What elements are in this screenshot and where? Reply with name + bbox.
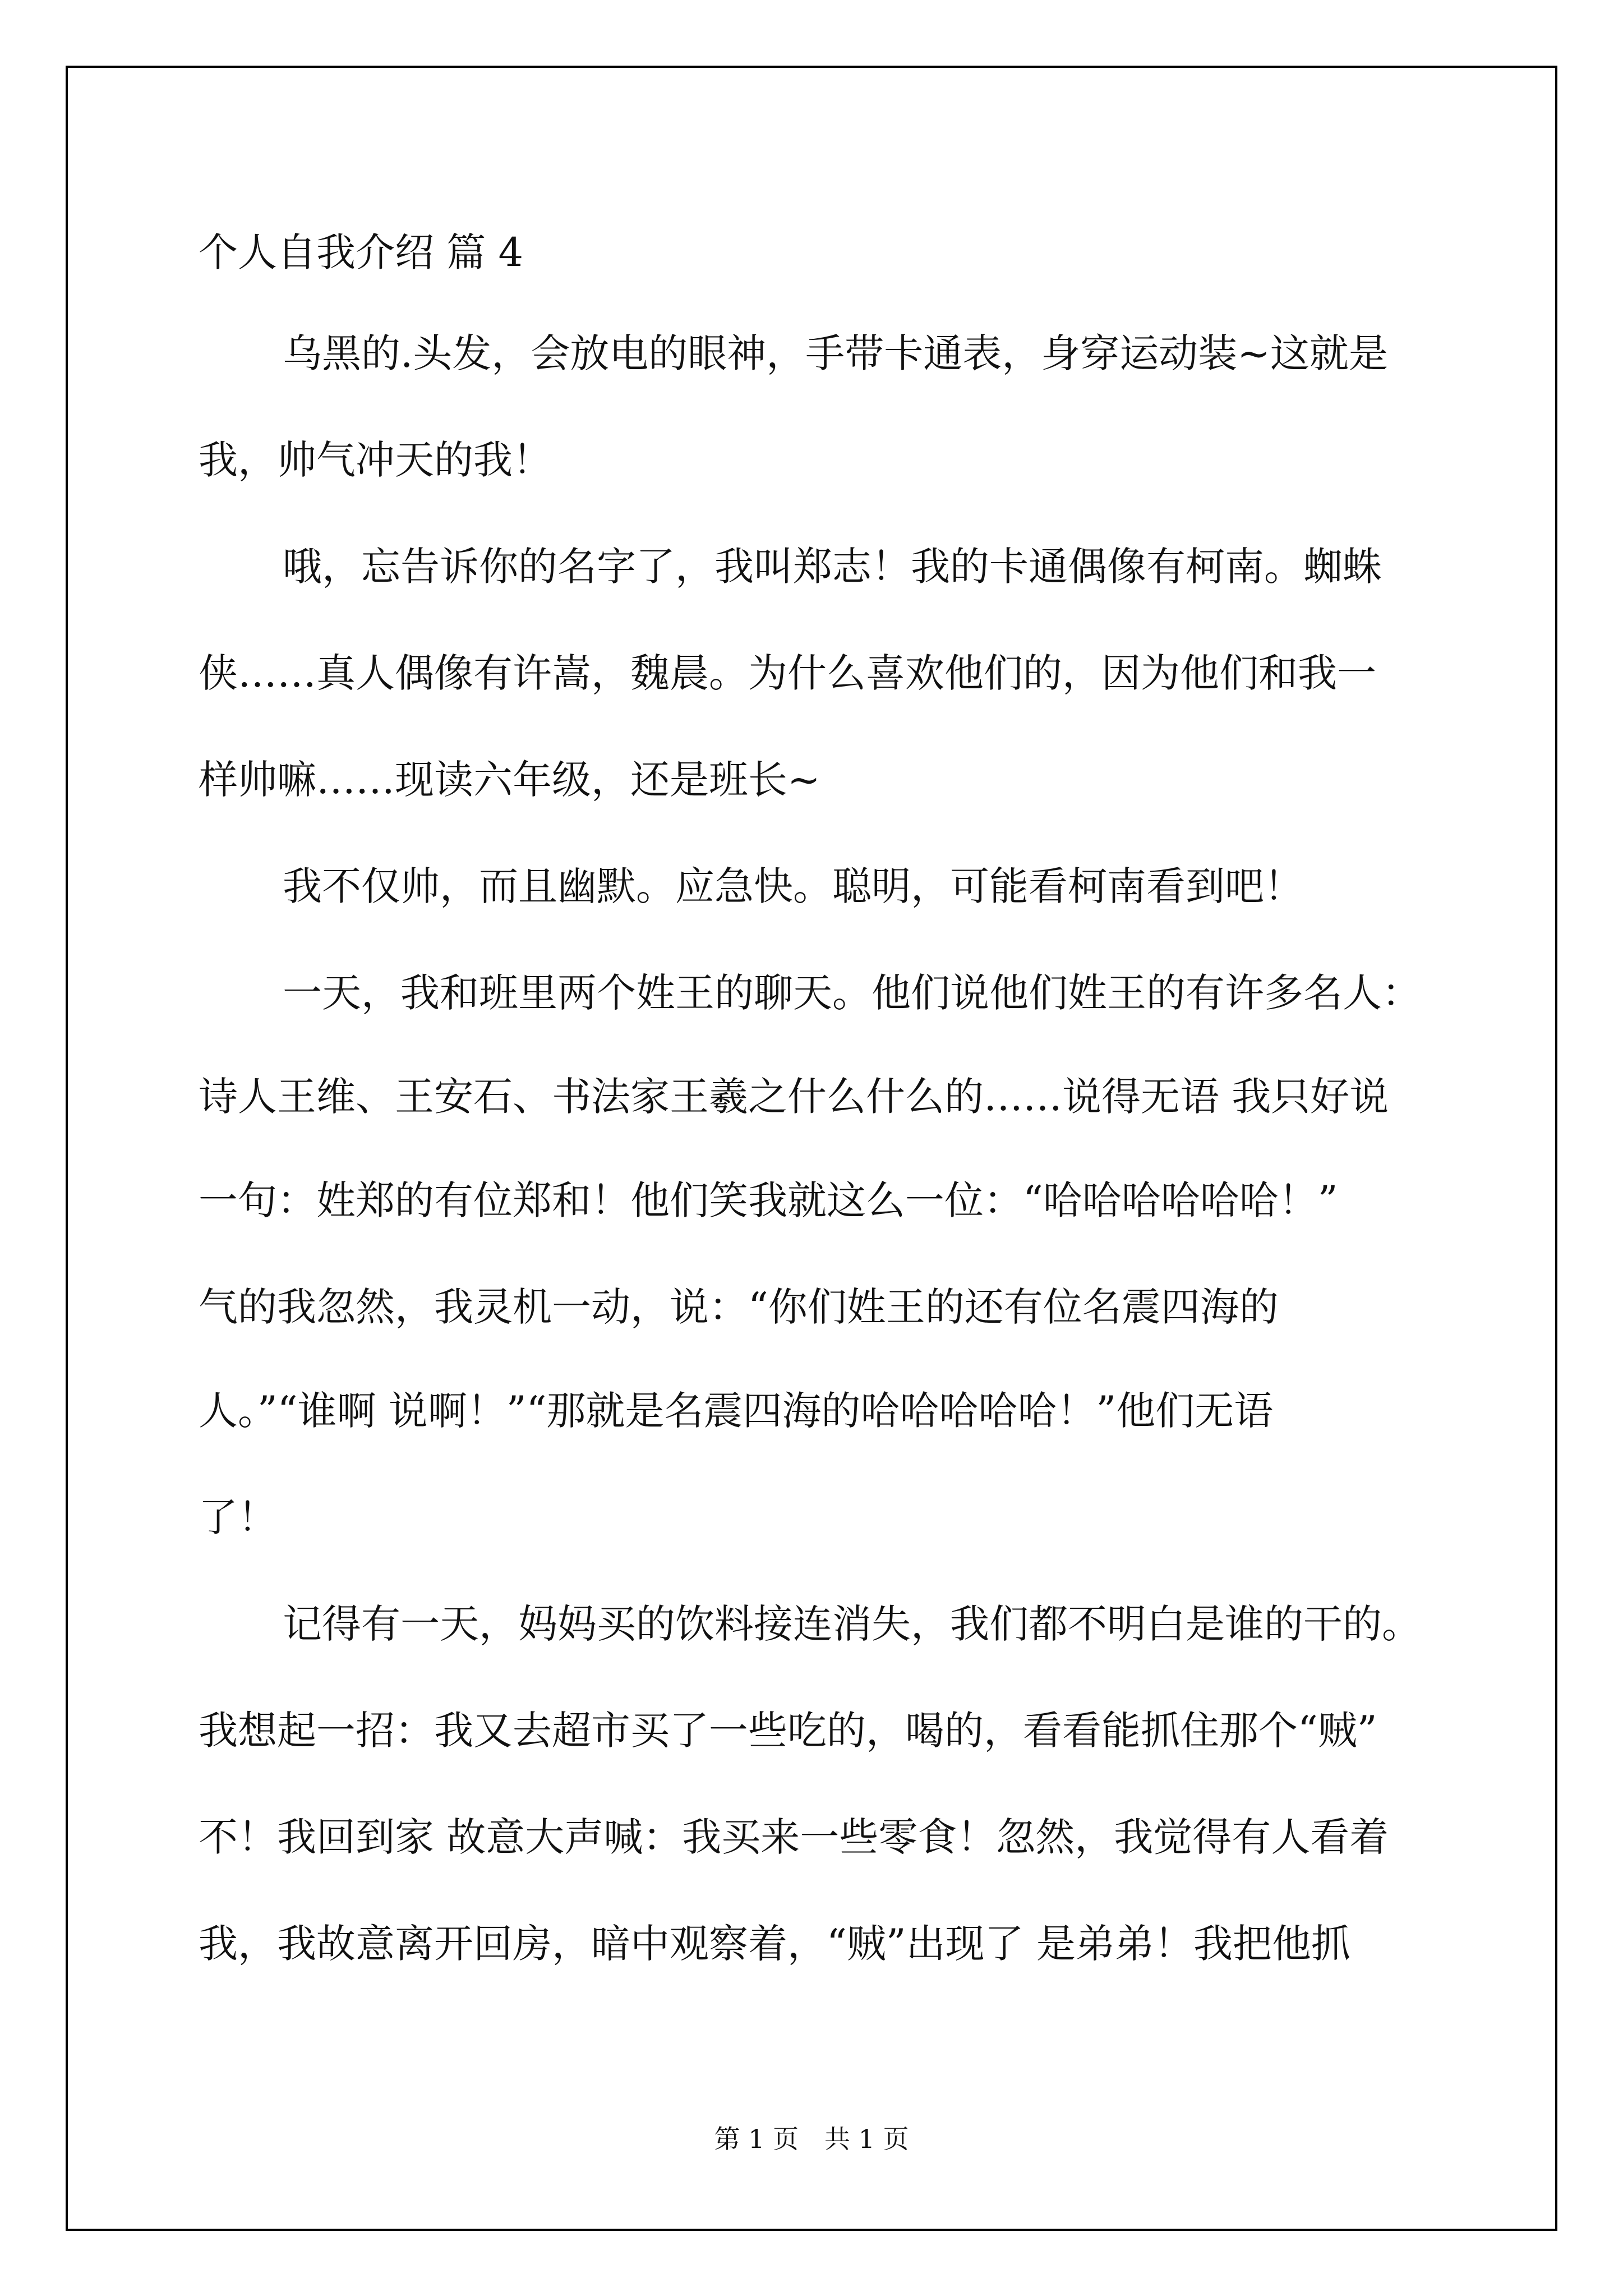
text-line: 气的我忽然，我灵机一动，说：“你们姓王的还有位名震四海的 <box>199 1284 1279 1330</box>
text-line: 一句：姓郑的有位郑和！他们笑我就这么一位：“哈哈哈哈哈哈！” <box>199 1177 1338 1223</box>
text-line: 乌黑的.头发，会放电的眼神，手带卡通表，身穿运动装~这就是 <box>283 330 1388 376</box>
text-line: 侠……真人偶像有许嵩，魏晨。为什么喜欢他们的，因为他们和我一 <box>199 650 1376 696</box>
text-line: 记得有一天，妈妈买的饮料接连消失，我们都不明白是谁的干的。 <box>283 1601 1421 1647</box>
page-border <box>66 66 1557 2231</box>
text-line: 了！ <box>199 1494 277 1540</box>
text-line: 哦，忘告诉你的名字了，我叫郑志！我的卡通偶像有柯南。蜘蛛 <box>283 544 1382 590</box>
page-number-footer: 第 1 页 共 1 页 <box>714 2124 909 2154</box>
text-line: 样帅嘛……现读六年级，还是班长~ <box>199 757 820 803</box>
text-line: 一天，我和班里两个姓王的聊天。他们说他们姓王的有许多名人： <box>283 970 1421 1016</box>
text-line: 我，帅气冲天的我！ <box>199 437 552 483</box>
text-line: 我想起一招：我又去超市买了一些吃的，喝的，看看能抓住那个“贼” <box>199 1708 1377 1754</box>
text-line: 我，我故意离开回房，暗中观察着，“贼”出现了 是弟弟！我把他抓 <box>199 1921 1350 1967</box>
text-line: 我不仅帅，而且幽默。应急快。聪明，可能看柯南看到吧！ <box>283 863 1303 909</box>
text-line: 人。”“谁啊 说啊！”“那就是名震四海的哈哈哈哈哈！”他们无语 <box>199 1388 1274 1434</box>
document-title: 个人自我介绍 篇 4 <box>199 229 524 275</box>
text-line: 诗人王维、王安石、书法家王羲之什么什么的……说得无语 我只好说 <box>199 1074 1389 1120</box>
text-line: 不！我回到家 故意大声喊：我买来一些零食！忽然，我觉得有人看着 <box>199 1814 1389 1860</box>
